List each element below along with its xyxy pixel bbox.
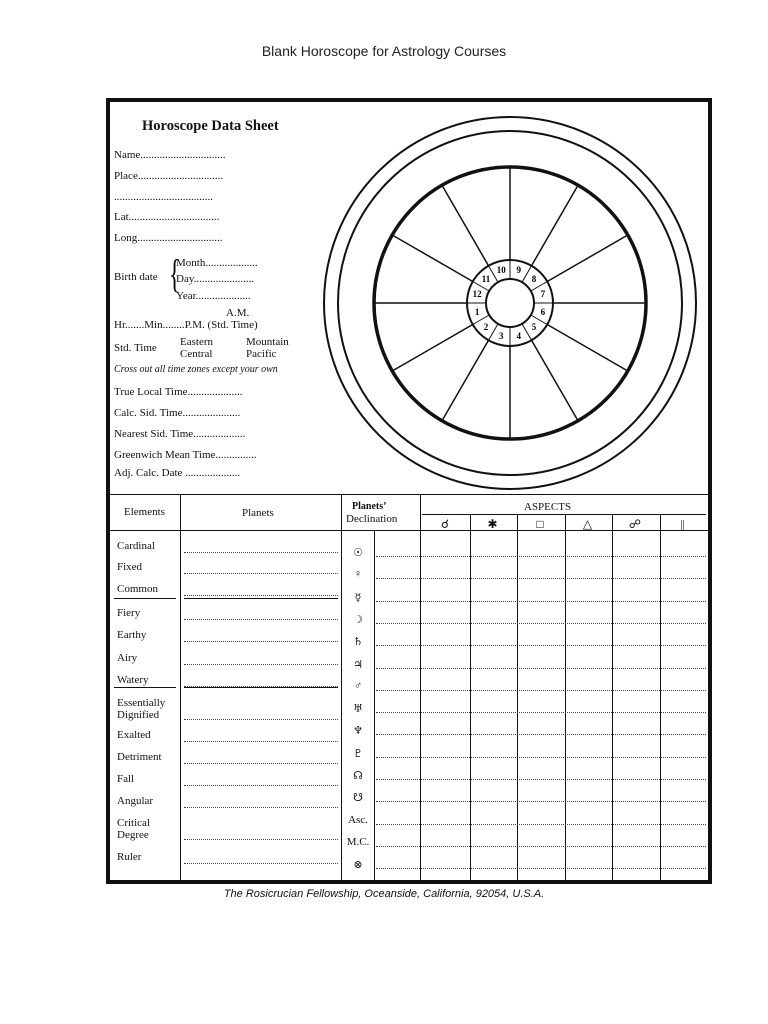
house-number-11: 11 — [481, 273, 491, 284]
page-title: Blank Horoscope for Astrology Courses — [261, 43, 507, 59]
planet-entry-line[interactable] — [376, 578, 706, 579]
declination-header-2: Declination — [346, 513, 398, 525]
house-number-7: 7 — [540, 289, 546, 300]
aspect-col-divider — [660, 514, 661, 884]
aspect-col-divider — [565, 514, 566, 884]
central-label: Central — [180, 348, 213, 360]
planet-entry-line[interactable] — [376, 668, 706, 669]
planet-group-rule-1 — [184, 598, 338, 599]
declination-header-1: Planets’ — [352, 501, 387, 512]
house-cusp-line — [547, 235, 628, 282]
horoscope-wheel — [318, 114, 702, 494]
planets-entry-line[interactable] — [184, 552, 338, 553]
planet-entry-line[interactable] — [376, 868, 706, 869]
eastern-label: Eastern — [180, 336, 213, 348]
planets-entry-line[interactable] — [184, 664, 338, 665]
planets-entry-line[interactable] — [184, 573, 338, 574]
planet-symbol: ☽ — [353, 613, 363, 626]
house-number-10: 10 — [496, 265, 506, 276]
planet-symbol: ♀ — [353, 568, 363, 581]
planet-entry-line[interactable] — [376, 601, 706, 602]
house-number-3: 3 — [498, 330, 504, 341]
house-number-6: 6 — [540, 306, 546, 317]
month-field[interactable]: Month................... — [176, 257, 258, 269]
planet-symbol: ♆ — [353, 725, 363, 738]
pacific-label: Pacific — [246, 348, 277, 360]
aspect-symbol-3: △ — [582, 517, 593, 531]
place-field-2[interactable]: .................................... — [114, 191, 213, 203]
house-cusp-line — [442, 340, 489, 421]
planet-entry-line[interactable] — [376, 824, 706, 825]
planet-entry-line[interactable] — [376, 556, 706, 557]
element-row-label: Angular — [117, 795, 154, 807]
am-label: A.M. — [226, 307, 250, 319]
planets-entry-line[interactable] — [184, 763, 338, 764]
element-row-label: Watery — [117, 674, 149, 686]
true-local-time-field[interactable]: True Local Time.................... — [114, 386, 243, 398]
element-row-label: Common — [117, 583, 158, 595]
aspect-col-divider — [517, 514, 518, 884]
house-cusp-line — [547, 325, 628, 372]
sheet-heading: Horoscope Data Sheet — [142, 118, 279, 134]
planet-entry-line[interactable] — [376, 645, 706, 646]
aspect-symbol-4: ☍ — [628, 517, 642, 531]
aspect-col-divider — [470, 514, 471, 884]
planet-symbol: ☉ — [353, 547, 363, 559]
table-top-rule — [110, 494, 708, 495]
planet-symbol: Asc. — [348, 813, 368, 826]
planet-symbol: ☊ — [353, 770, 363, 782]
element-row-label: Essentially Dignified — [117, 697, 166, 721]
std-time-label: Std. Time — [114, 342, 157, 354]
planet-entry-line[interactable] — [376, 623, 706, 624]
col-divider-planets — [341, 494, 342, 884]
planets-entry-line[interactable] — [184, 595, 338, 596]
inner-cusp-line — [489, 324, 499, 340]
planets-entry-line[interactable] — [184, 741, 338, 742]
hr-min-field[interactable]: Hr.......Min........P.M. (Std. Time) — [114, 319, 258, 331]
planet-group-rule-2 — [184, 687, 338, 688]
planet-symbol: ♂ — [353, 679, 363, 692]
calc-sid-time-field[interactable]: Calc. Sid. Time..................... — [114, 407, 241, 419]
element-row-label: Detriment — [117, 751, 162, 763]
planet-entry-line[interactable] — [376, 757, 706, 758]
inner-cusp-line — [522, 324, 532, 340]
planet-symbol: M.C. — [346, 835, 370, 848]
planets-entry-line[interactable] — [184, 839, 338, 840]
aspect-symbol-1: ✱ — [487, 517, 498, 531]
place-field[interactable]: Place............................... — [114, 170, 224, 182]
house-number-12: 12 — [472, 289, 482, 300]
inner-cusp-line — [522, 266, 532, 282]
elements-header: Elements — [124, 506, 165, 518]
planet-symbol: ♄ — [353, 636, 363, 649]
lat-field[interactable]: Lat................................. — [114, 211, 220, 223]
element-row-label: Fiery — [117, 607, 141, 619]
planets-header: Planets — [242, 507, 274, 519]
house-number-5: 5 — [531, 322, 537, 333]
planet-symbol: ☋ — [353, 792, 363, 805]
house-number-1: 1 — [474, 306, 480, 317]
planets-entry-line[interactable] — [184, 641, 338, 642]
element-row-label: Cardinal — [117, 540, 155, 552]
planet-symbol: ♃ — [353, 658, 363, 671]
name-field[interactable]: Name............................... — [114, 149, 226, 161]
greenwich-mean-time-field[interactable]: Greenwich Mean Time............... — [114, 449, 257, 461]
col-divider-elements — [180, 494, 181, 884]
planet-entry-line[interactable] — [376, 734, 706, 735]
col-divider-symbol — [374, 530, 375, 884]
planets-entry-line[interactable] — [184, 807, 338, 808]
brace-icon: { — [168, 251, 181, 296]
day-field[interactable]: Day...................... — [176, 273, 255, 285]
house-number-2: 2 — [483, 322, 489, 333]
nearest-sid-time-field[interactable]: Nearest Sid. Time................... — [114, 428, 246, 440]
year-field[interactable]: Year.................... — [176, 290, 251, 302]
planets-entry-line[interactable] — [184, 863, 338, 864]
long-field[interactable]: Long............................... — [114, 232, 223, 244]
element-row-label: Earthy — [117, 629, 147, 641]
element-row-label: Critical Degree — [117, 817, 150, 841]
house-cusp-line — [442, 185, 489, 266]
aspect-col-divider — [612, 514, 613, 884]
mountain-label: Mountain — [246, 336, 289, 348]
house-number-4: 4 — [516, 330, 522, 341]
group-rule-1 — [114, 598, 176, 599]
publisher-footer: The Rosicrucian Fellowship, Oceanside, California, 92054, U.S.A. — [223, 888, 545, 900]
element-row-label: Ruler — [117, 851, 142, 863]
planets-entry-line[interactable] — [184, 619, 338, 620]
house-cusp-line — [532, 340, 579, 421]
aspect-symbol-2: □ — [536, 517, 544, 531]
planets-entry-line[interactable] — [184, 719, 338, 720]
element-row-label: Airy — [117, 652, 138, 664]
element-row-label: Exalted — [117, 729, 151, 741]
aspect-symbol-0: ☌ — [440, 517, 450, 531]
planet-entry-line[interactable] — [376, 779, 706, 780]
planet-entry-line[interactable] — [376, 846, 706, 847]
house-cusp-line — [532, 185, 579, 266]
center-ring — [486, 279, 534, 327]
planet-symbol: ☿ — [354, 591, 362, 604]
element-row-label: Fixed — [117, 561, 143, 573]
birth-date-label: Birth date — [114, 271, 158, 283]
house-cusp-line — [392, 325, 473, 372]
planet-symbol: ♅ — [353, 703, 363, 716]
cross-out-note: Cross out all time zones except your own — [114, 364, 278, 375]
group-rule-2 — [114, 687, 176, 688]
planets-entry-line[interactable] — [184, 686, 338, 687]
aspect-symbol-5: || — [680, 517, 685, 531]
planet-entry-line[interactable] — [376, 690, 706, 691]
house-number-9: 9 — [516, 265, 522, 276]
planets-entry-line[interactable] — [184, 785, 338, 786]
planet-symbol: ⊗ — [353, 859, 363, 872]
planet-symbol: ♇ — [353, 747, 363, 760]
aspects-header: ASPECTS — [524, 501, 572, 513]
house-cusp-line — [392, 235, 473, 282]
house-number-8: 8 — [531, 273, 537, 284]
planet-entry-line[interactable] — [376, 801, 706, 802]
element-row-label: Fall — [117, 773, 135, 785]
adj-calc-date-field[interactable]: Adj. Calc. Date .................... — [114, 467, 241, 479]
planet-entry-line[interactable] — [376, 712, 706, 713]
